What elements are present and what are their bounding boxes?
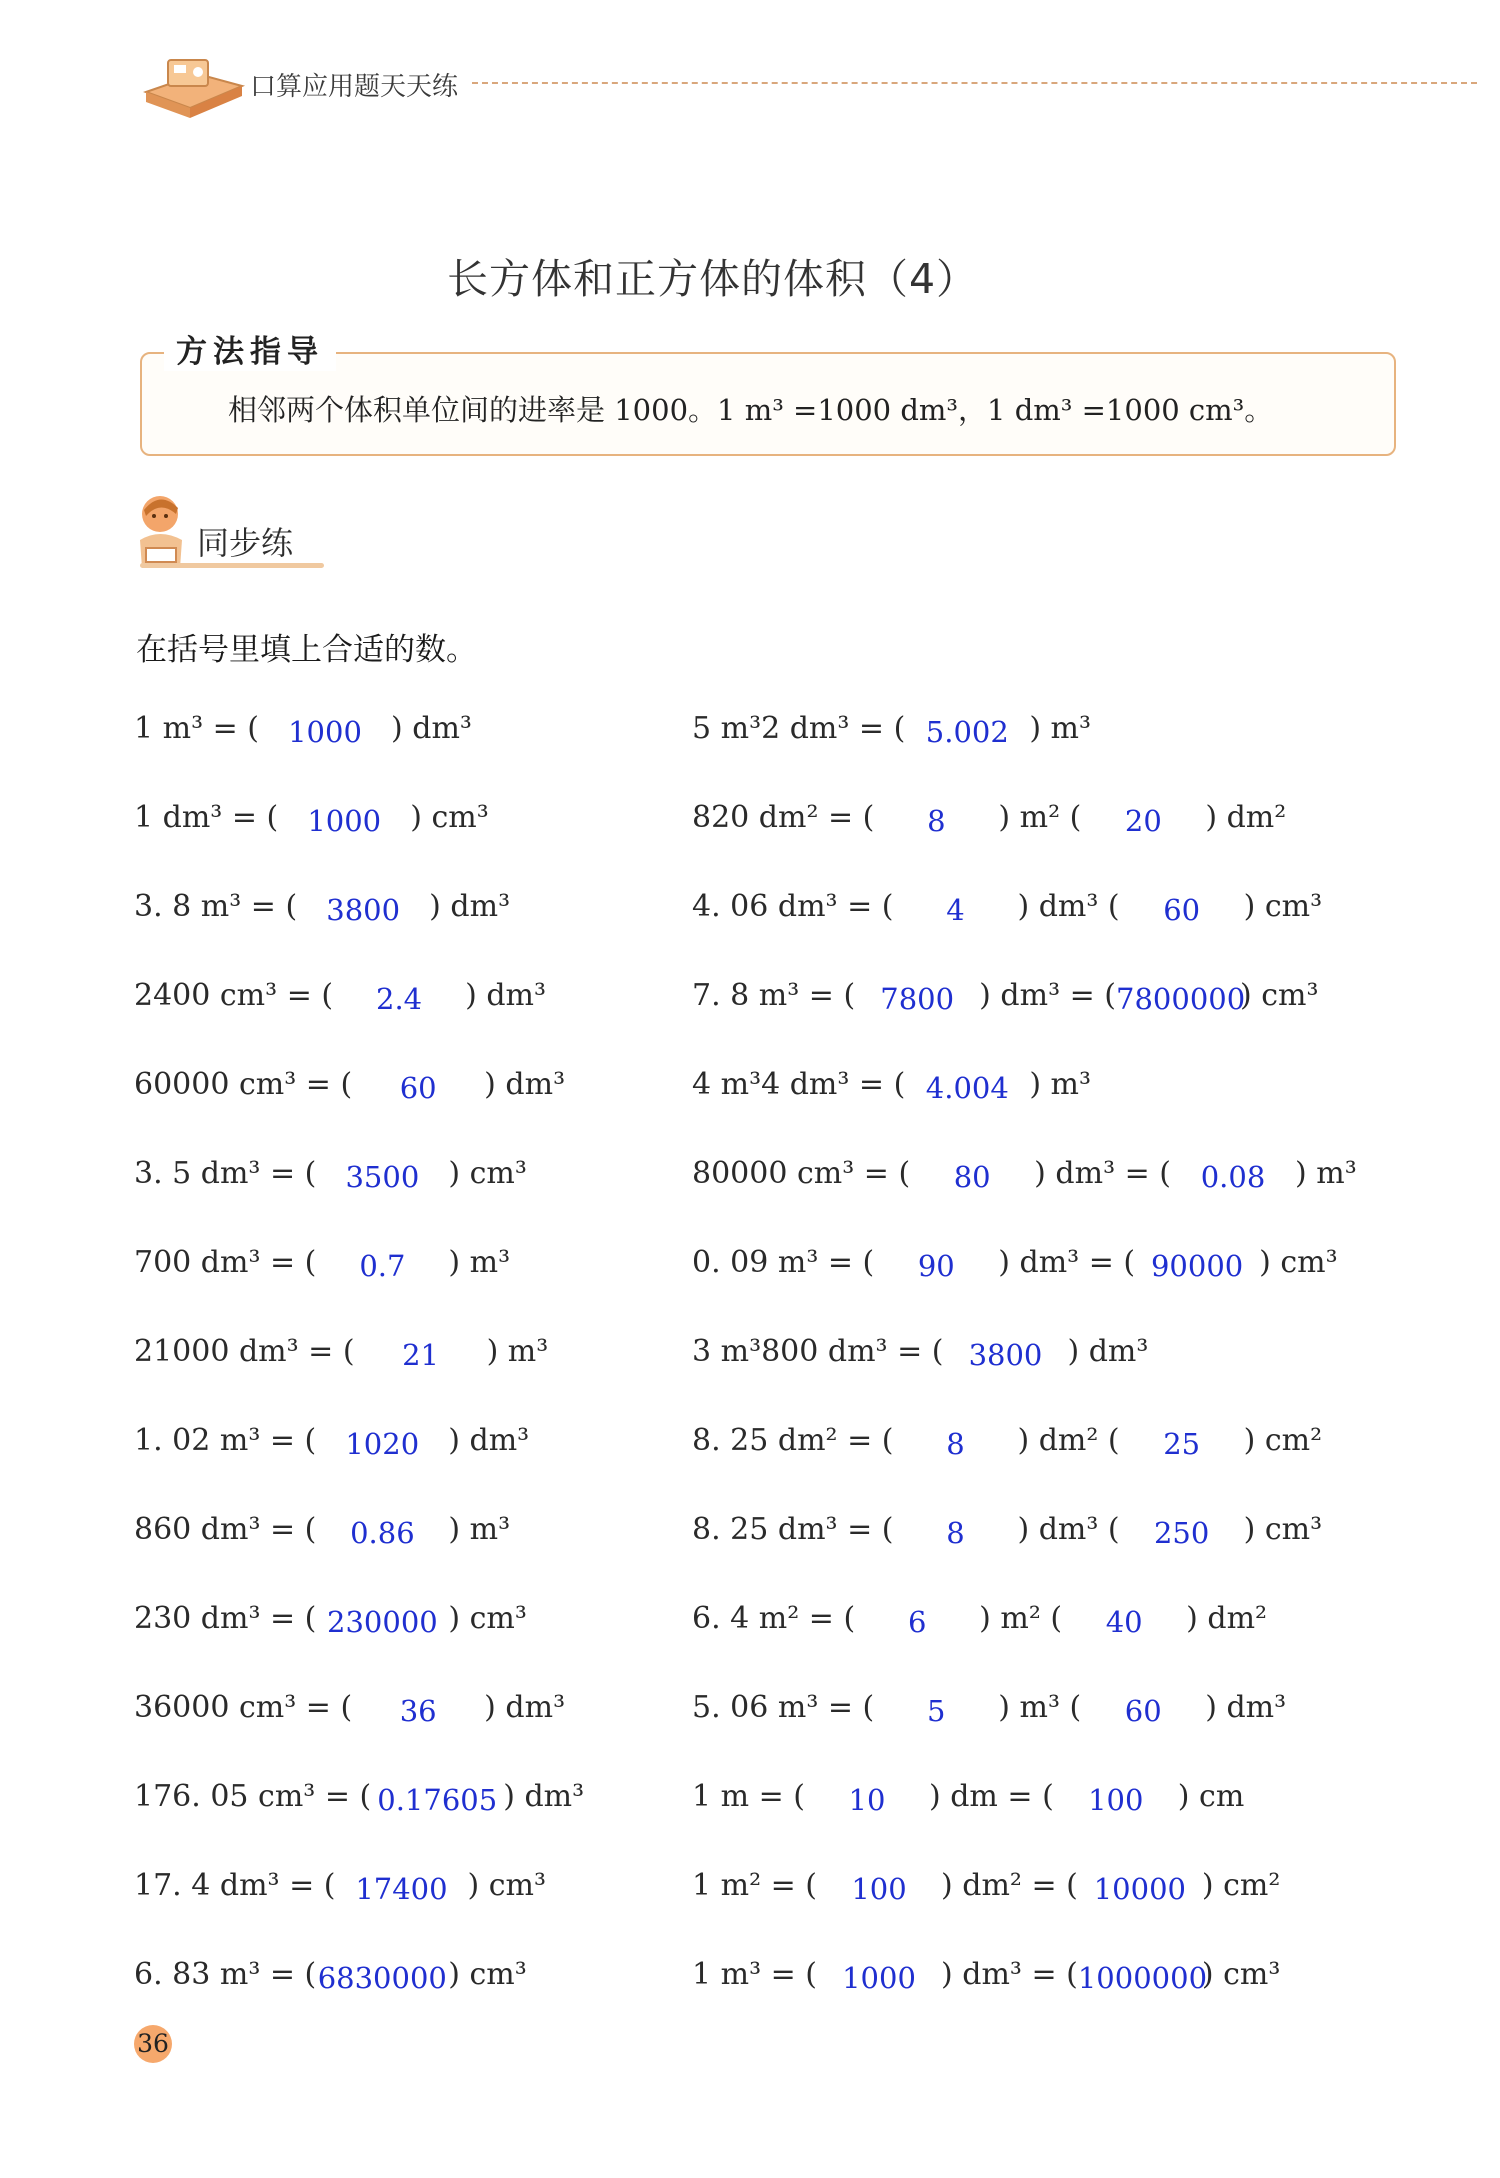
exercise-text: 1 m³ = (	[692, 1957, 818, 1992]
answer-blank[interactable]: 6830000	[317, 1961, 447, 1995]
exercise-unit: ) dm³ (	[1017, 1512, 1120, 1547]
answer-blank[interactable]: 1020	[345, 1427, 420, 1461]
page-title: 长方体和正方体的体积（4）	[446, 255, 979, 303]
exercise-text: 5. 06 m³ = (	[692, 1690, 875, 1725]
answer-blank[interactable]: 0.86	[350, 1516, 415, 1550]
exercise-text: 8. 25 dm² = (	[692, 1423, 894, 1458]
answer-blank[interactable]: 25	[1163, 1427, 1201, 1461]
exercise-unit: ) cm²	[1201, 1868, 1281, 1903]
answer-blank[interactable]: 100	[1088, 1783, 1144, 1817]
exercise-unit: ) cm³	[448, 1957, 527, 1992]
answer-blank[interactable]: 8	[946, 1427, 965, 1461]
method-label: 方法指导	[164, 326, 336, 371]
answer-blank[interactable]: 1000	[307, 804, 382, 838]
answer-blank[interactable]: 6	[907, 1605, 927, 1639]
exercise-unit: ) dm² = (	[941, 1868, 1078, 1903]
exercise-text: 6. 4 m² = (	[692, 1601, 856, 1636]
exercise-unit: ) cm³	[410, 800, 489, 835]
exercise-row	[134, 1861, 694, 1950]
answer-blank[interactable]: 0.08	[1200, 1160, 1266, 1194]
exercise-unit: ) dm³ (	[1017, 889, 1120, 924]
exercise-column-left	[134, 704, 694, 2039]
exercise-row	[134, 1149, 694, 1238]
answer-blank[interactable]: 3800	[326, 893, 401, 927]
exercise-unit: ) m² (	[998, 800, 1082, 835]
exercise-row	[692, 1327, 1412, 1416]
exercise-text: 80000 cm³ = (	[692, 1156, 911, 1191]
answer-blank[interactable]: 5.002	[925, 715, 1009, 749]
exercise-unit: ) dm³ = (	[1034, 1156, 1172, 1191]
answer-blank[interactable]: 1000	[288, 715, 362, 749]
exercise-row	[134, 1327, 694, 1416]
exercise-row	[692, 1060, 1412, 1149]
exercise-text: 17. 4 dm³ = (	[134, 1868, 336, 1903]
section-label: 同步练	[197, 524, 294, 562]
exercise-text: 176. 05 cm³ = (	[134, 1779, 372, 1814]
exercise-row	[134, 1505, 694, 1594]
exercise-unit: ) dm³	[429, 889, 511, 924]
instruction: 在括号里填上合适的数。	[136, 632, 477, 668]
answer-blank[interactable]: 10000	[1093, 1872, 1186, 1906]
exercise-text: 820 dm² = (	[692, 800, 875, 835]
exercise-text: 1 m = (	[692, 1779, 805, 1814]
exercise-unit: ) dm³	[1205, 1690, 1287, 1725]
exercise-unit: ) dm³	[465, 978, 546, 1013]
exercise-unit: ) m³ (	[998, 1690, 1082, 1725]
section-underline	[140, 563, 324, 568]
book-logo-icon	[138, 52, 250, 122]
answer-blank[interactable]: 100	[851, 1872, 907, 1906]
exercise-text: 1 dm³ = (	[134, 800, 279, 835]
exercise-row	[692, 882, 1412, 971]
answer-blank[interactable]: 8	[927, 804, 946, 838]
exercise-row	[134, 1594, 694, 1683]
exercise-row	[134, 1772, 694, 1861]
exercise-text: 60000 cm³ = (	[134, 1067, 353, 1102]
child-reading-icon	[132, 492, 190, 574]
exercise-row	[692, 1505, 1412, 1594]
exercise-text: 230 dm³ = (	[134, 1601, 317, 1636]
exercise-row	[692, 1149, 1412, 1238]
answer-blank[interactable]: 2.4	[376, 982, 423, 1016]
exercise-unit: ) cm³	[1259, 1245, 1338, 1280]
exercise-unit: ) cm³	[448, 1601, 527, 1636]
exercise-text: 2400 cm³ = (	[134, 978, 334, 1013]
exercise-unit: ) dm³	[448, 1423, 530, 1458]
exercise-unit: ) m³	[1029, 1067, 1092, 1102]
exercise-row	[134, 1238, 694, 1327]
exercise-unit: ) dm³	[484, 1690, 566, 1725]
exercise-text: 21000 dm³ = (	[134, 1334, 355, 1369]
exercise-row	[692, 1594, 1412, 1683]
answer-blank[interactable]: 4.004	[925, 1071, 1009, 1105]
answer-blank[interactable]: 40	[1105, 1605, 1143, 1639]
answer-blank[interactable]: 1000000	[1077, 1961, 1208, 1995]
answer-blank[interactable]: 80	[953, 1160, 991, 1194]
exercise-row	[134, 704, 694, 793]
exercise-text: 8. 25 dm³ = (	[692, 1512, 894, 1547]
exercise-row	[692, 1861, 1412, 1950]
answer-blank[interactable]: 1000	[842, 1961, 916, 1995]
answer-blank[interactable]: 10	[848, 1783, 886, 1817]
header-divider	[472, 82, 1477, 84]
exercise-unit: ) cm³	[467, 1868, 546, 1903]
exercise-unit: ) cm³	[1240, 978, 1319, 1013]
exercise-unit: ) cm³	[1243, 1512, 1323, 1547]
exercise-unit: ) dm²	[1205, 800, 1287, 835]
answer-blank[interactable]: 60	[1163, 893, 1201, 927]
exercise-unit: ) cm²	[1243, 1423, 1323, 1458]
exercise-row	[692, 1683, 1412, 1772]
exercise-unit: ) dm³	[391, 711, 472, 746]
answer-blank[interactable]: 20	[1124, 804, 1162, 838]
exercise-unit: ) m³	[486, 1334, 549, 1369]
exercise-unit: ) cm³	[448, 1156, 527, 1191]
answer-blank[interactable]: 230000	[327, 1605, 438, 1639]
exercise-text: 1 m² = (	[692, 1868, 818, 1903]
answer-blank[interactable]: 90	[917, 1249, 955, 1283]
answer-blank[interactable]: 7800	[880, 982, 955, 1016]
exercise-unit: ) dm = (	[928, 1779, 1054, 1814]
exercise-row	[692, 1950, 1412, 2039]
exercise-unit: ) dm³	[484, 1067, 566, 1102]
answer-blank[interactable]: 90000	[1150, 1249, 1244, 1283]
exercise-row	[692, 1416, 1412, 1505]
exercise-unit: ) m³	[448, 1245, 511, 1280]
exercise-text: 6. 83 m³ = (	[134, 1957, 317, 1992]
page-number: 36	[134, 2025, 172, 2063]
exercise-row	[692, 1238, 1412, 1327]
exercise-unit: ) dm³ = (	[979, 978, 1117, 1013]
exercise-text: 5 m³2 dm³ = (	[692, 711, 906, 746]
exercise-unit: ) cm	[1177, 1779, 1245, 1814]
exercise-text: 700 dm³ = (	[134, 1245, 317, 1280]
exercise-unit: ) m³	[1295, 1156, 1357, 1191]
exercise-row	[134, 882, 694, 971]
exercise-row	[134, 1950, 694, 2039]
exercise-text: 3 m³800 dm³ = (	[692, 1334, 944, 1369]
answer-blank[interactable]: 4	[946, 893, 965, 927]
exercise-unit: ) dm³ = (	[998, 1245, 1136, 1280]
exercise-unit: ) dm² (	[1017, 1423, 1120, 1458]
exercise-text: 0. 09 m³ = (	[692, 1245, 875, 1280]
answer-blank[interactable]: 0.17605	[377, 1783, 498, 1817]
exercise-unit: ) m³	[448, 1512, 511, 1547]
exercise-text: 1. 02 m³ = (	[134, 1423, 317, 1458]
exercise-row	[692, 971, 1412, 1060]
answer-blank[interactable]: 7800000	[1116, 982, 1246, 1016]
exercise-unit: ) dm²	[1186, 1601, 1268, 1636]
exercise-row	[692, 793, 1412, 882]
answer-blank[interactable]: 3500	[345, 1160, 420, 1194]
answer-blank[interactable]: 21	[402, 1338, 440, 1372]
exercise-unit: ) dm³ = (	[941, 1957, 1078, 1992]
exercise-unit: ) m² (	[979, 1601, 1063, 1636]
exercise-row	[134, 793, 694, 882]
exercise-row	[134, 971, 694, 1060]
exercise-unit: ) cm³	[1201, 1957, 1281, 1992]
answer-blank[interactable]: 3800	[968, 1338, 1043, 1372]
exercise-text: 3. 5 dm³ = (	[134, 1156, 317, 1191]
brand-name: 口算应用题天天练	[250, 72, 459, 102]
answer-blank[interactable]: 17400	[355, 1872, 448, 1906]
exercise-text: 1 m³ = (	[134, 711, 260, 746]
answer-blank[interactable]: 36	[399, 1694, 437, 1728]
exercise-row	[692, 704, 1412, 793]
answer-blank[interactable]: 5	[927, 1694, 946, 1728]
exercise-unit: ) m³	[1029, 711, 1092, 746]
exercise-row	[134, 1683, 694, 1772]
exercise-column-right	[692, 704, 1412, 2039]
exercise-unit: ) dm³	[1067, 1334, 1149, 1369]
exercise-text: 36000 cm³ = (	[134, 1690, 353, 1725]
answer-blank[interactable]: 60	[1124, 1694, 1162, 1728]
exercise-text: 4. 06 dm³ = (	[692, 889, 894, 924]
exercise-row	[692, 1772, 1412, 1861]
answer-blank[interactable]: 0.7	[359, 1249, 406, 1283]
exercise-text: 7. 8 m³ = (	[692, 978, 856, 1013]
exercise-row	[134, 1060, 694, 1149]
answer-blank[interactable]: 8	[946, 1516, 965, 1550]
exercise-text: 4 m³4 dm³ = (	[692, 1067, 906, 1102]
exercise-row	[134, 1416, 694, 1505]
exercise-text: 860 dm³ = (	[134, 1512, 317, 1547]
exercise-text: 3. 8 m³ = (	[134, 889, 298, 924]
exercise-unit: ) cm³	[1243, 889, 1323, 924]
exercise-unit: ) dm³	[503, 1779, 585, 1814]
method-text: 相邻两个体积单位间的进率是 1000。1 m³ =1000 dm³，1 dm³ =1000 cm³。	[228, 393, 1274, 427]
answer-blank[interactable]: 60	[399, 1071, 437, 1105]
answer-blank[interactable]: 250	[1153, 1516, 1210, 1550]
